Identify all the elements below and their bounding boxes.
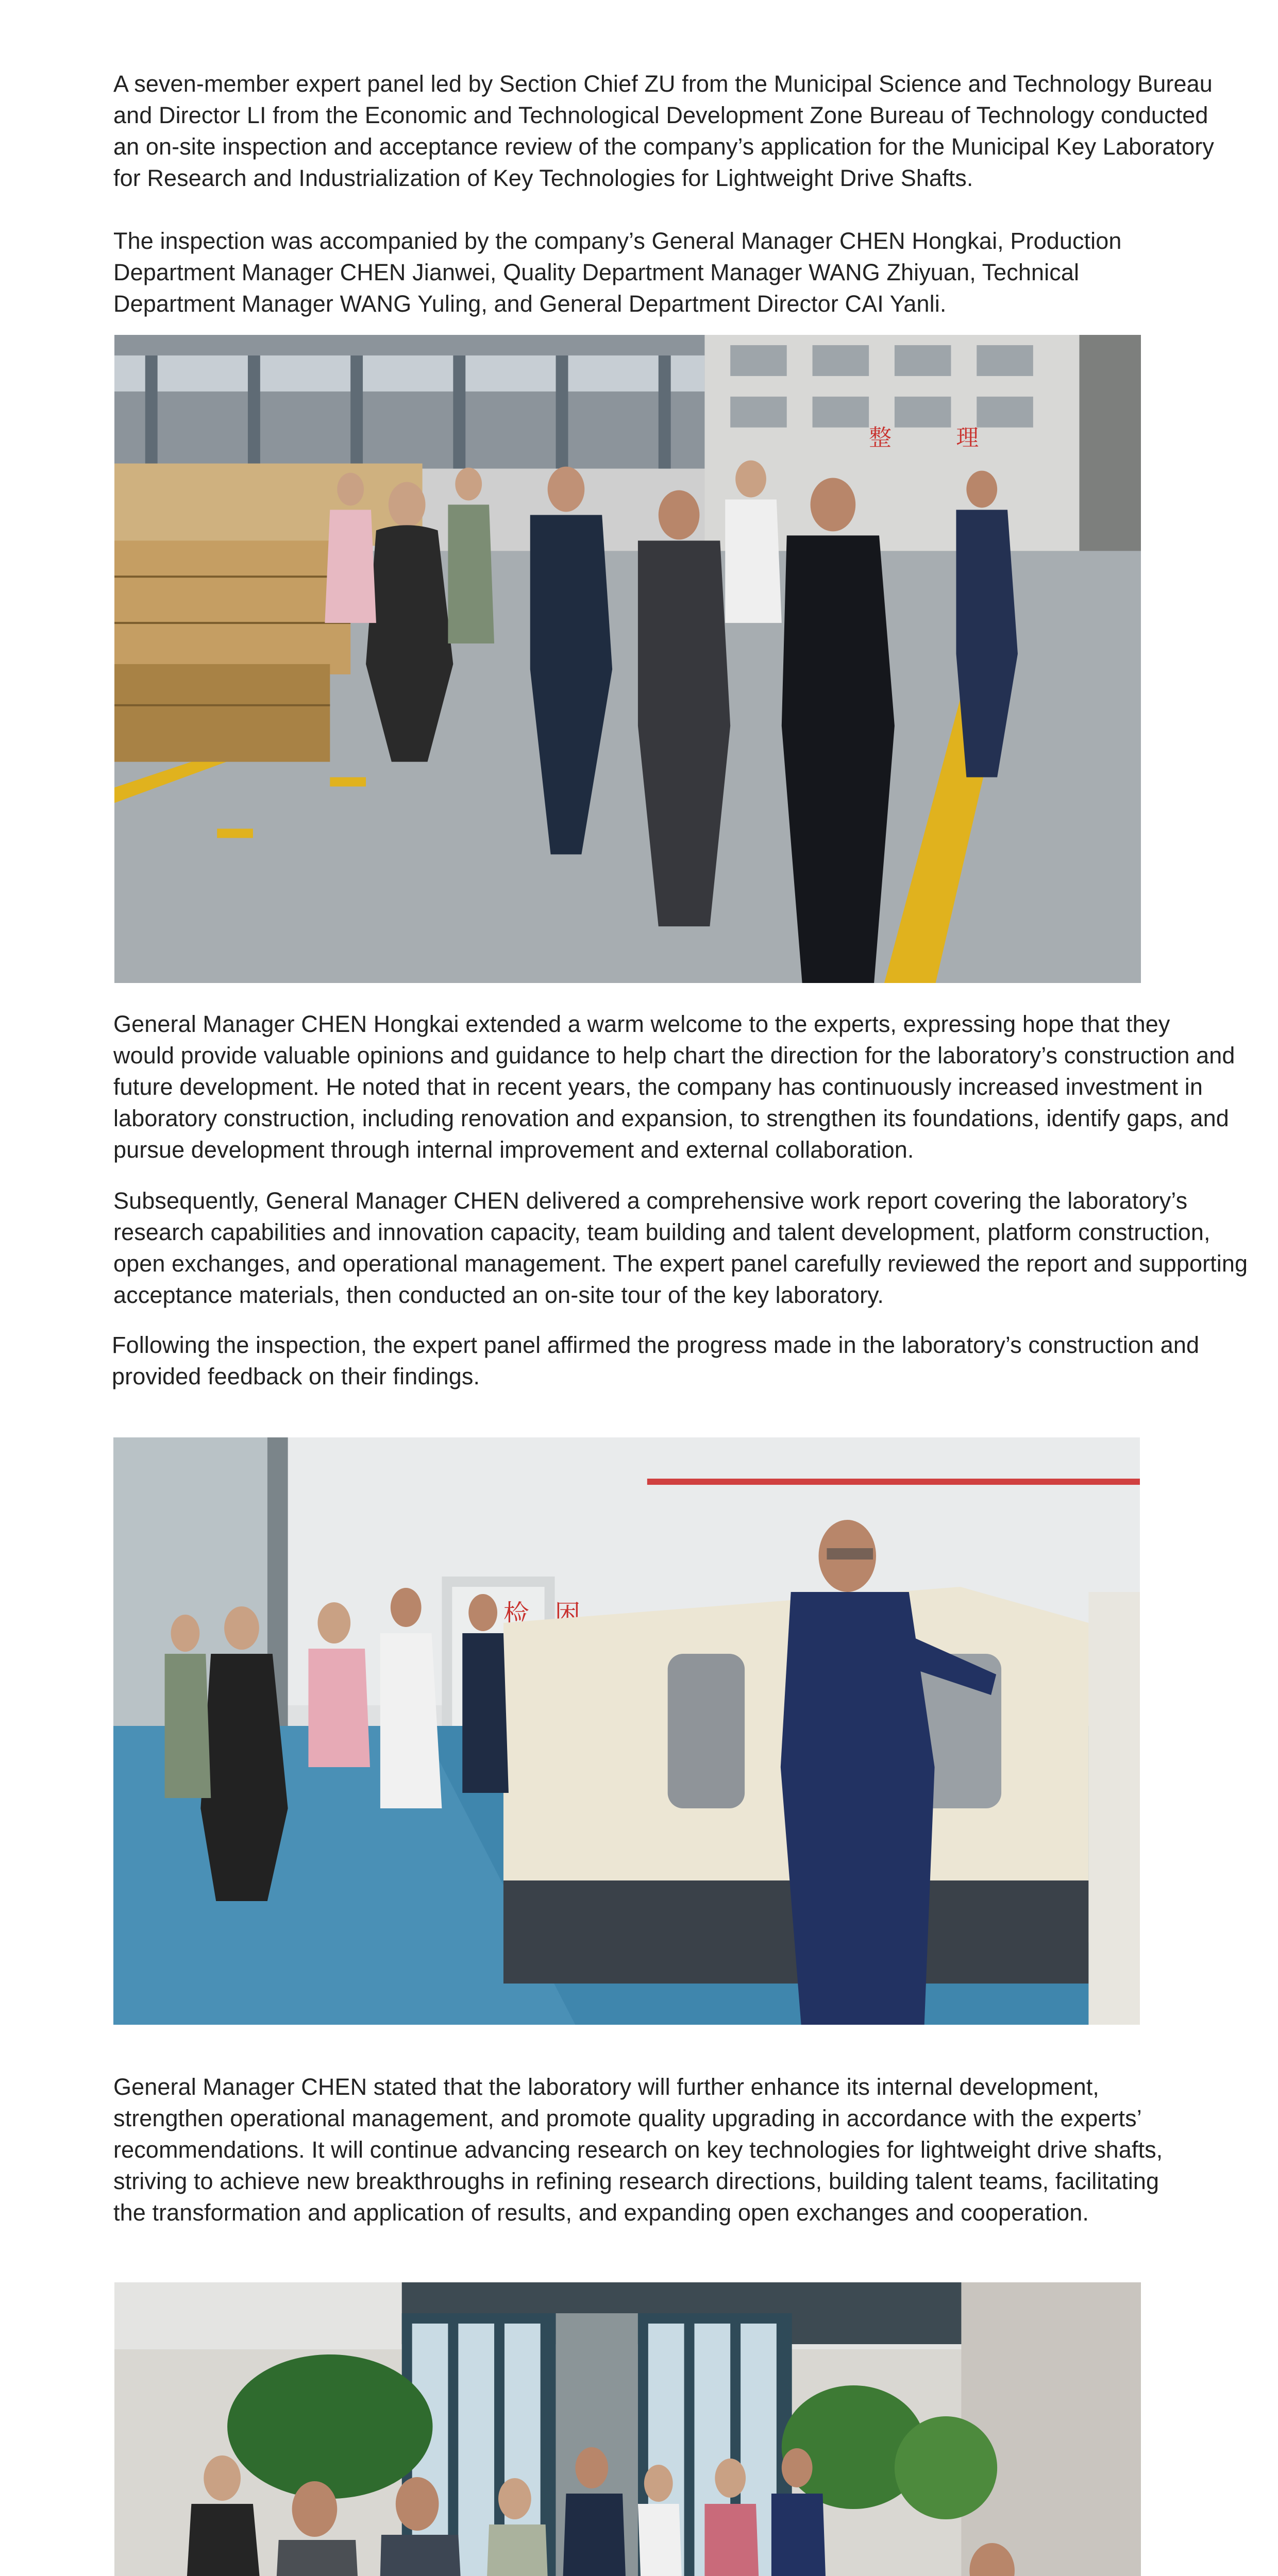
- factory-wall-sign-char-1: 整: [869, 425, 892, 451]
- work-report-paragraph: Subsequently, General Manager CHEN delivered a comprehensive work report covering the laboratory’s research capabilities and innovation capacity, team building and talent development, platform construction, open exchanges, and operational management. The expert panel carefully reviewed the report and supporting acceptance materials, then conducted an on-site tour of the key laboratory.: [113, 1188, 1248, 1308]
- inspection-walkway-photo: [114, 335, 1141, 983]
- attendees-paragraph: The inspection was accompanied by the company’s General Manager CHEN Hongkai, Production Department Manager CHEN Jianwei, Quality Department Manager WANG Zhiyuan, Technical Department Manager WANG Yuling, and General Department Director CAI Yanli.: [113, 228, 1122, 317]
- office-visit-photo: [114, 2282, 1141, 2576]
- lab-sign-char-1: 检: [503, 1599, 529, 1630]
- closing-paragraph: General Manager CHEN stated that the laboratory will further enhance its internal development, strengthen operational management, and promote quality upgrading in accordance with the experts’ recommendations. It will continue advancing research on key technologies for lightweight drive shafts, striving to achieve new breakthroughs in refining research directions, building talent teams, facilitating the transformation and application of results, and expanding open exchanges and cooperation.: [113, 2074, 1163, 2226]
- welcome-paragraph: General Manager CHEN Hongkai extended a warm welcome to the experts, expressing hope that they would provide valuable opinions and guidance to help chart the direction for the laboratory’s construction and future development. He noted that in recent years, the company has continuously increased investment in laboratory construction, including renovation and expansion, to strengthen its foundations, identify gaps, and pursue development through internal improvement and external collaboration.: [113, 1011, 1235, 1163]
- lab-sign-char-3: 困: [554, 1599, 581, 1630]
- feedback-paragraph: Following the inspection, the expert panel affirmed the progress made in the laboratory’s construction and provided feedback on their findings.: [112, 1332, 1200, 1389]
- intro-paragraph: A seven-member expert panel led by Section Chief ZU from the Municipal Science and Technology Bureau and Director LI from the Economic and Technological Development Zone Bureau of Technology conducted an on-site inspection and acceptance review of the company’s application for the Municipal Key Laboratory for Research and Industrialization of Key Technologies for Lightweight Drive Shafts.: [113, 71, 1214, 191]
- factory-wall-sign-char-2: 理: [956, 425, 979, 451]
- machine-demonstration-photo: [113, 1437, 1140, 2025]
